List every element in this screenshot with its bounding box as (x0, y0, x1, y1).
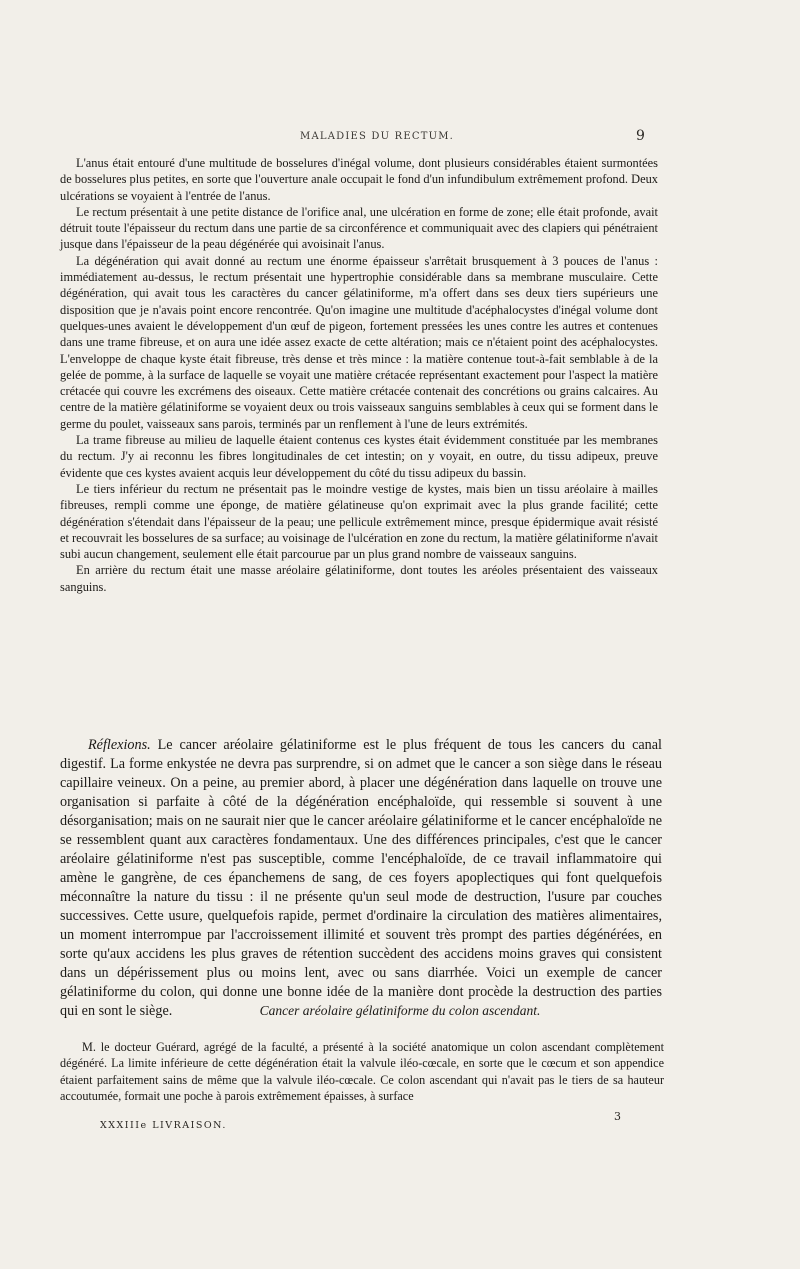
sheet-number: 3 (614, 1110, 621, 1123)
paragraph-fibrous-trame: La trame fibreuse au milieu de laquelle étaient contenus ces kystes était évidemment constituée par les membranes du rectum. J'y ai reconnu les fibres longitudinales de cet intestin; on y voyait, en outre, du tissu adipeux, preuve évidente que ces kystes avaient acquis leur développement du côté du tissu adipeux du bassin. (60, 433, 658, 480)
running-head: MALADIES DU RECTUM. (300, 131, 455, 142)
paragraph-behind-rectum: En arrière du rectum était une masse aréolaire gélatiniforme, dont toutes les aréoles présentaient des vaisseaux sanguins. (60, 563, 658, 594)
case-description (60, 155, 658, 595)
reflexions-lead: Réflexions. (88, 737, 151, 753)
colon-case (60, 1039, 664, 1104)
section-title: Cancer aréolaire gélatiniforme du colon ascendant. (259, 1003, 541, 1018)
case-paragraph: M. le docteur Guérard, agrégé de la faculté, a présenté à la société anatomique un colon ascendant complètement dégénéré. La limite inférieure de cette dégénération était la valvule iléo-cœcale, en sorte que le cœcum et son appendice étaient parfaitement sains de même que la valvule iléo-cœcale. Ce colon ascendant qui n'avait pas le tiers de sa hauteur accoutumée, formait une poche à parois extrêmement épaisses, à surface (60, 1040, 664, 1103)
paragraph-degeneration: La dégénération qui avait donné au rectum une énorme épaisseur s'arrêtait brusquement à 3 pouces de l'anus : immédiatement au-dessus, le rectum présentait une hypertrophie considérable dans sa membrane musculaire. Cette dégénération, qui avait tous les caractères du cancer gélatiniforme, m'a offert dans ses deux tiers supérieurs une disposition que je n'avais point encore rencontrée. Qu'on imagine une multitude d'acéphalocystes d'inégal volume dont quelques-unes avaient le développement d'un œuf de pigeon, fortement pressées les unes contre les autres et contenues dans une trame fibreuse, et on aura une idée assez exacte de cette altération; mais ce n'étaient point des acéphalocystes. L'enveloppe de chaque kyste était fibreuse, très dense et très mince : la matière contenue tout-à-fait semblable à de la gelée de pomme, à la surface de laquelle se voyait une matière crétacée représentant exactement pour l'aspect la matière crétacée qui couvre les excrémens des oiseaux. Cette matière crétacée contenait des concrétions ou grains calcaires. Au centre de la matière gélatiniforme se voyaient deux ou trois vaisseaux sanguins semblables à ceux qui se forment dans le germe du poulet, vaisseaux sans parois, terminés par un renflement à l'une de leurs extrémités. (60, 253, 658, 431)
reflexions-section (60, 736, 662, 1021)
page-footer (100, 1110, 660, 1140)
paragraph-lower-third: Le tiers inférieur du rectum ne présentait pas le moindre vestige de kystes, mais bien un tissu aréolaire à mailles fibreuses, rempli comme une éponge, de matière gélatineuse qu'on exprimait avec la plus grande facilité; cette dégénération s'étendait dans l'épaisseur de la peau; une pellicule extrêmement mince, presque épidermique avait résisté et recouvrait les bosselures de sa surface; au voisinage de l'ulcération en zone du rectum, la matière gélatiniforme n'avait subi aucun changement, seulement elle était parcourue par un plus grand nombre de vaisseaux sanguins. (60, 481, 658, 562)
paragraph-anus: L'anus était entouré d'une multitude de bosselures d'inégal volume, dont plusieurs considérables étaient surmontées de bosselures plus petites, en sorte que l'ouverture anale occupait le fond d'un infundibulum extrêmement profond. Deux ulcérations se voyaient à l'entrée de l'anus. (60, 156, 658, 203)
reflexions-text: Le cancer aréolaire gélatiniforme est le plus fréquent de tous les cancers du canal digestif. La forme enkystée ne devra pas surprendre, si on admet que le cancer a son siège dans le réseau capillaire veineux. On a peine, au premier abord, à placer une dégénération dans laquelle on trouve une organisation si parfaite à côté de la dégénération encéphaloïde, qui ressemble si souvent à une désorganisation; mais on ne saurait nier que le cancer aréolaire gélatiniforme et le cancer encéphaloïde ne se ressemblent quant aux caractères fondamentaux. Une des différences principales, c'est que le cancer aréolaire gélatiniforme n'est pas susceptible, comme l'encéphaloïde, de ce travail inflammatoire qui amène le gangrène, de ces épanchemens de sang, de ces foyers apoplectiques qui font quelquefois méconnaître la nature du tissu : il ne présente qu'un seul mode de destruction, l'usure par couches successives. Cette usure, quelquefois rapide, permet d'ordinaire la circulation des matières alimentaires, un moment interrompue par l'accroissement illimité et souvent très prompt des parties dégénérées, en sorte qu'aux accidens les plus graves de rétention succèdent des accidens moins graves qui consistent dans un dépérissement plus ou moins lent, avec ou sans diarrhée. Voici un exemple de cancer gélatiniforme du colon, qui donne une bonne idée de la manière dont procède la destruction des parties qui en sont le siège. (60, 737, 662, 1019)
paragraph-rectum-ulceration: Le rectum présentait à une petite distance de l'orifice anal, une ulcération en forme de zone; elle était profonde, avait détruit toute l'épaisseur du rectum dans une partie de sa circonférence et communiquait avec des clapiers qui pénétraient jusque dans l'épaisseur de la peau dégénérée qui avoisinait l'anus. (60, 204, 658, 252)
signature-mark: XXXIIIe LIVRAISON. (100, 1120, 227, 1131)
page-number: 9 (636, 128, 645, 144)
page-header (0, 128, 800, 150)
reflexions-paragraph (60, 736, 662, 1021)
